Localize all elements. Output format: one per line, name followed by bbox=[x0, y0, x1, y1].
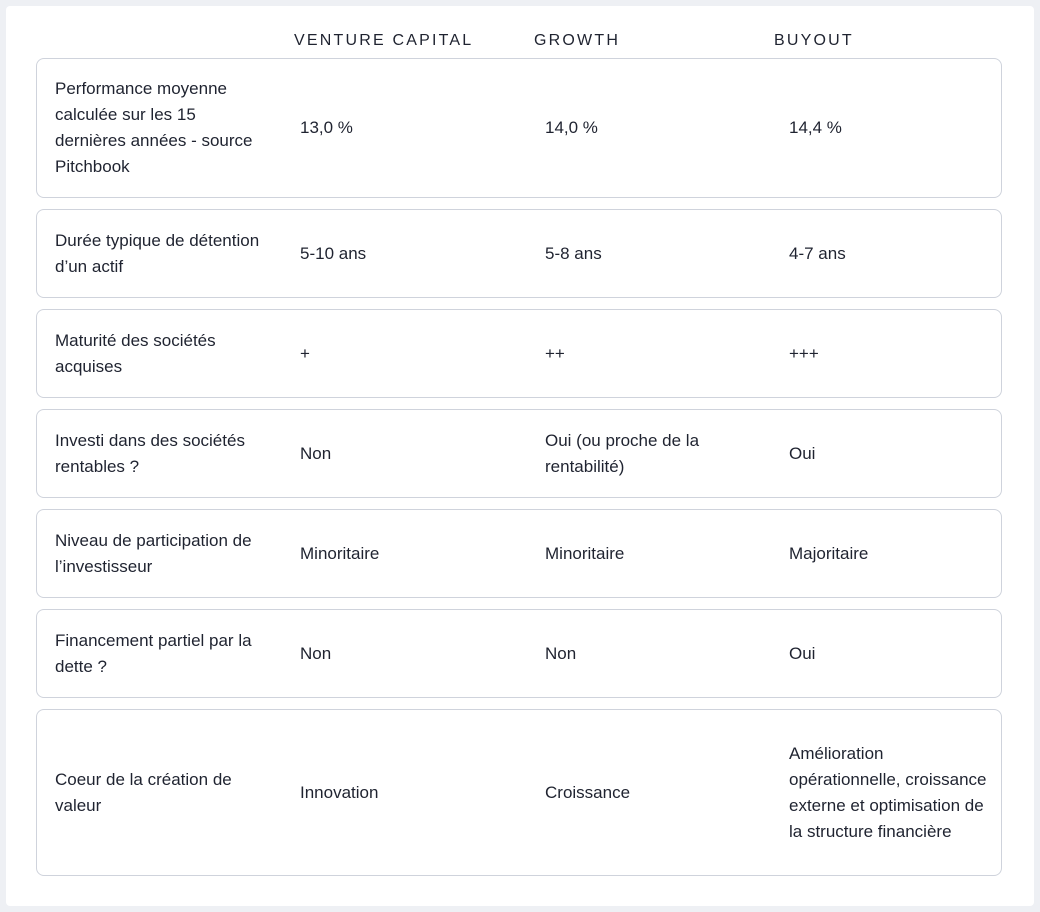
venture-value: Non bbox=[300, 443, 332, 463]
venture-value: 13,0 % bbox=[300, 118, 353, 137]
buyout-value: 14,4 % bbox=[789, 118, 842, 137]
row-label-text: Performance moyenne calculée sur les 15 dernières années - source Pitchbook bbox=[55, 79, 253, 176]
row-label-text: Coeur de la création de valeur bbox=[55, 769, 232, 815]
comparison-table bbox=[6, 6, 1034, 906]
row-label bbox=[55, 210, 265, 297]
table-row-profitability bbox=[36, 409, 1002, 498]
venture-cell bbox=[300, 610, 520, 697]
row-label bbox=[55, 710, 265, 875]
header-venture-capital: VENTURE CAPITAL bbox=[294, 32, 474, 49]
growth-value: ++ bbox=[545, 343, 565, 363]
table-row-maturity bbox=[36, 309, 1002, 398]
column-headers bbox=[6, 6, 1034, 58]
growth-cell bbox=[545, 210, 765, 297]
buyout-value: Oui bbox=[789, 643, 816, 663]
table-row-debt-financing bbox=[36, 609, 1002, 698]
venture-value: Non bbox=[300, 643, 332, 663]
header-buyout: BUYOUT bbox=[774, 32, 854, 49]
growth-cell bbox=[545, 610, 765, 697]
venture-value: + bbox=[300, 343, 310, 363]
growth-cell bbox=[545, 310, 765, 397]
buyout-value: +++ bbox=[789, 343, 819, 363]
table-row-participation bbox=[36, 509, 1002, 598]
buyout-cell bbox=[789, 59, 989, 197]
row-label-text: Investi dans des sociétés rentables ? bbox=[55, 430, 245, 476]
growth-value: 14,0 % bbox=[545, 118, 598, 137]
buyout-value: 4-7 ans bbox=[789, 243, 846, 263]
row-label-text: Niveau de participation de l’investisseur bbox=[55, 530, 252, 576]
buyout-cell bbox=[789, 410, 989, 497]
growth-value: 5-8 ans bbox=[545, 243, 602, 263]
table-row-value-creation bbox=[36, 709, 1002, 876]
table-row-holding-period bbox=[36, 209, 1002, 298]
row-label-text: Durée typique de détention d’un actif bbox=[55, 230, 260, 276]
venture-value: Minoritaire bbox=[300, 543, 380, 563]
growth-value: Minoritaire bbox=[545, 543, 625, 563]
venture-cell bbox=[300, 59, 520, 197]
venture-cell bbox=[300, 310, 520, 397]
row-label bbox=[55, 410, 265, 497]
growth-cell bbox=[545, 410, 765, 497]
growth-value: Oui (ou proche de la rentabilité) bbox=[545, 430, 700, 476]
growth-value: Non bbox=[545, 643, 577, 663]
growth-cell bbox=[545, 510, 765, 597]
header-growth: GROWTH bbox=[534, 32, 621, 49]
row-label bbox=[55, 510, 265, 597]
row-label bbox=[55, 310, 265, 397]
row-label bbox=[55, 59, 265, 197]
buyout-cell bbox=[789, 710, 989, 875]
venture-cell bbox=[300, 510, 520, 597]
buyout-cell bbox=[789, 310, 989, 397]
buyout-cell bbox=[789, 610, 989, 697]
buyout-cell bbox=[789, 210, 989, 297]
buyout-value: Majoritaire bbox=[789, 543, 869, 563]
row-label-text: Maturité des sociétés acquises bbox=[55, 330, 216, 376]
growth-value: Croissance bbox=[545, 782, 631, 802]
buyout-value: Oui bbox=[789, 443, 816, 463]
buyout-cell bbox=[789, 510, 989, 597]
venture-cell bbox=[300, 710, 520, 875]
venture-cell bbox=[300, 410, 520, 497]
venture-cell bbox=[300, 210, 520, 297]
venture-value: 5-10 ans bbox=[300, 243, 367, 263]
row-label-text: Financement partiel par la dette ? bbox=[55, 630, 252, 676]
buyout-value: Amélioration opérationnelle, croissance externe et optimisation de la structure financière bbox=[789, 743, 987, 841]
table-row-performance bbox=[36, 58, 1002, 198]
row-label bbox=[55, 610, 265, 697]
growth-cell bbox=[545, 710, 765, 875]
growth-cell bbox=[545, 59, 765, 197]
venture-value: Innovation bbox=[300, 782, 379, 802]
